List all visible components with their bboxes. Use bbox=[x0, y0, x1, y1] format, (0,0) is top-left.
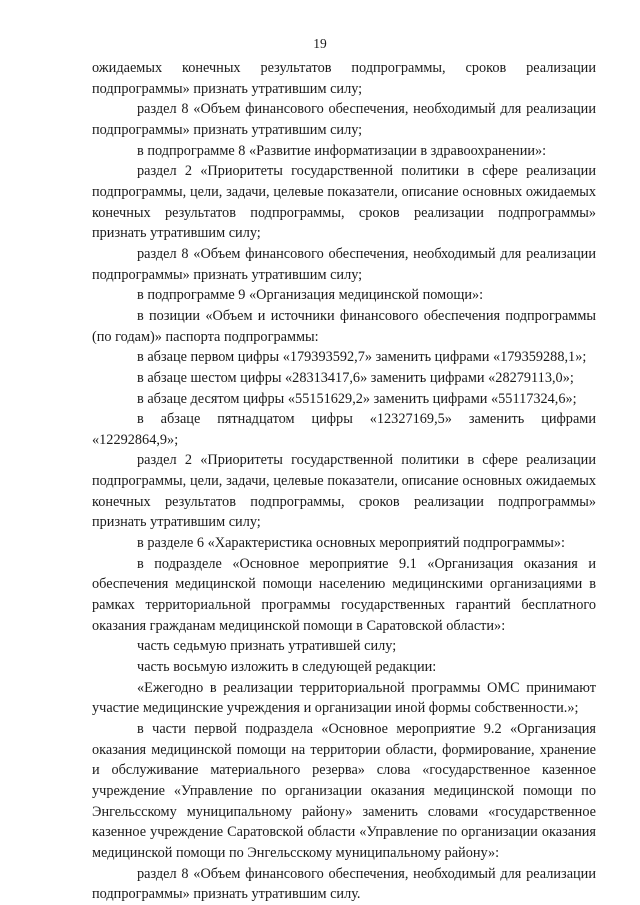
paragraph: в разделе 6 «Характеристика основных мероприятий подпрограммы»: bbox=[137, 535, 565, 552]
paragraph: в подпрограмме 9 «Организация медицинской помощи»: bbox=[137, 287, 484, 304]
document-body bbox=[92, 58, 596, 905]
paragraph: раздел 8 «Объем финансового обеспечения, необходимый для реализации подпрограммы» признать утратившим силу; bbox=[92, 245, 596, 283]
paragraph: в абзаце первом цифры «179393592,7» заменить цифрами «179359288,1»; bbox=[137, 349, 587, 366]
paragraph: в абзаце пятнадцатом цифры «12327169,5» заменить цифрами «12292864,9»; bbox=[92, 411, 596, 448]
paragraph: в позиции «Объем и источники финансового обеспечения подпрограммы (по годам)» паспорта подпрограммы: bbox=[92, 307, 596, 345]
paragraph: в абзаце шестом цифры «28313417,6» заменить цифрами «28279113,0»; bbox=[137, 369, 574, 386]
paragraph: раздел 8 «Объем финансового обеспечения, необходимый для реализации подпрограммы» признать утратившим силу. bbox=[92, 865, 596, 903]
paragraph: часть седьмую признать утратившей силу; bbox=[137, 638, 397, 655]
paragraph: раздел 2 «Приоритеты государственной политики в сфере реализации подпрограммы, цели, задачи, целевые показатели, описание основных ожидаемых конечных результатов подпрограммы, сроков реализации подпрограммы» признать утратившим силу; bbox=[92, 163, 596, 242]
paragraph: «Ежегодно в реализации территориальной программы ОМС принимают участие медицинские учреждения и организации иной формы собственности.»; bbox=[92, 679, 596, 717]
paragraph: раздел 2 «Приоритеты государственной политики в сфере реализации подпрограммы, цели, задачи, целевые показатели, описание основных ожидаемых конечных результатов подпрограммы, сроков реализации подпрограммы» признать утратившим силу; bbox=[92, 452, 596, 531]
paragraph: в абзаце десятом цифры «55151629,2» заменить цифрами «55117324,6»; bbox=[137, 390, 577, 407]
paragraph: в подпрограмме 8 «Развитие информатизации в здравоохранении»: bbox=[137, 142, 547, 159]
page-number: 19 bbox=[313, 36, 327, 51]
paragraph: раздел 8 «Объем финансового обеспечения, необходимый для реализации подпрограммы» признать утратившим силу; bbox=[92, 101, 596, 138]
paragraph: в части первой подраздела «Основное мероприятие 9.2 «Организация оказания медицинской помощи на территории области, формирование, хранение и обслуживание материального резерва» слова «государственное казенное учреждение «Управление по организации оказания медицинской помощи по Энгельсскому муниципальному району» заменить словами «государственное казенное учреждение Саратовской области «Управление по организации оказания медицинской помощи по Энгельсскому муниципальному району»: bbox=[92, 721, 596, 861]
paragraph: ожидаемых конечных результатов подпрограммы, сроков реализации подпрограммы» признать утратившим силу; bbox=[92, 60, 596, 97]
paragraph: часть восьмую изложить в следующей редакции: bbox=[137, 659, 437, 676]
paragraph: в подразделе «Основное мероприятие 9.1 «Организация оказания и обеспечения медицинской помощи населению медицинскими организациями в рамках территориальной программы государственных гарантий бесплатного оказания гражданам медицинской помощи в Саратовской области»: bbox=[92, 555, 596, 634]
